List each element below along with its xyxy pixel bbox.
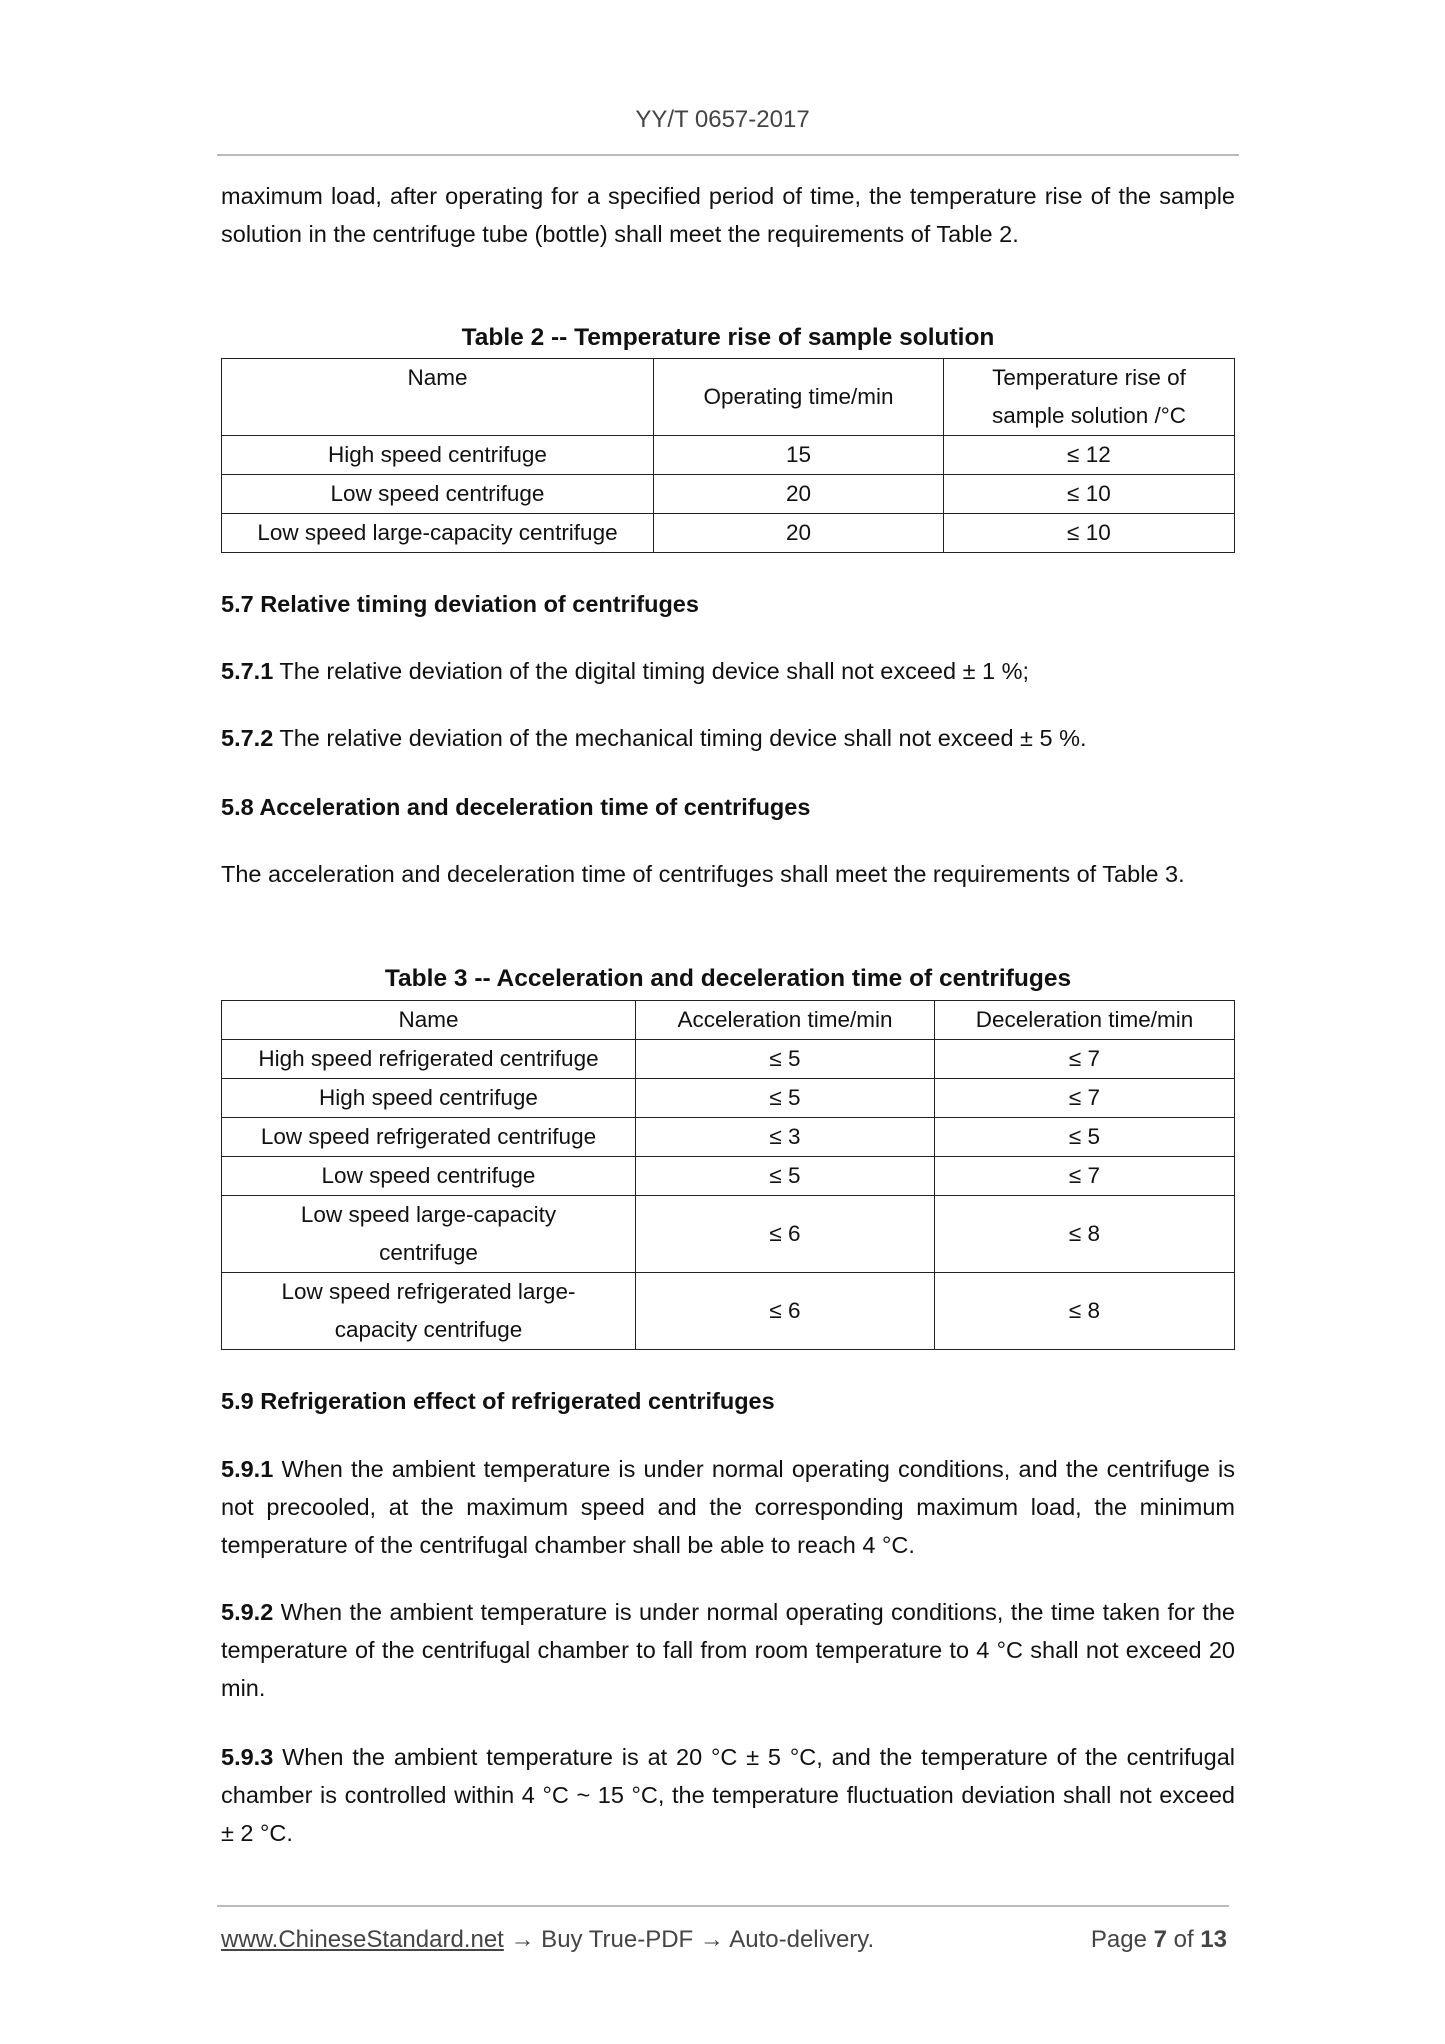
table-row (222, 436, 1235, 475)
page-of-label: of (1166, 1926, 1201, 1953)
table2 (221, 358, 1235, 553)
section-5-8-heading: 5.8 Acceleration and deceleration time of centrifuges (221, 794, 811, 820)
clause-5-9-2 (221, 1593, 1235, 1707)
cell: 15 (654, 436, 944, 475)
clause-text: The relative deviation of the digital timing device shall not exceed ± 1 %; (273, 658, 1030, 684)
header-divider (217, 154, 1239, 156)
clause-text: When the ambient temperature is at 20 °C ± 5 °C, and the temperature of the centrifugal chamber is controlled within 4 °C ~ 15 °C, the temperature fluctuation deviation shall not exceed ± 2 °C. (221, 1744, 1235, 1846)
cell: Low speed centrifuge (222, 475, 654, 514)
header-cell: Acceleration time/min (636, 1001, 935, 1040)
cell: ≤ 5 (935, 1118, 1235, 1157)
clause-number: 5.9.3 (221, 1744, 274, 1770)
clause-number: 5.7.2 (221, 725, 274, 751)
footer-divider (217, 1905, 1229, 1907)
cell: ≤ 5 (636, 1079, 935, 1118)
table-row (222, 475, 1235, 514)
cell: ≤ 7 (935, 1079, 1235, 1118)
cell: High speed centrifuge (222, 436, 654, 475)
cell: ≤ 6 (636, 1273, 935, 1350)
table-row (222, 1079, 1235, 1118)
header-cell: Operating time/min (654, 359, 944, 436)
cell: Low speed refrigerated centrifuge (222, 1118, 636, 1157)
table-header-row (222, 1001, 1235, 1040)
cell: ≤ 10 (944, 475, 1235, 514)
clause-text: When the ambient temperature is under normal operating conditions, the time taken for the temperature of the centrifugal chamber to fall from room temperature to 4 °C shall not exceed 20 min. (221, 1599, 1235, 1701)
cell: 20 (654, 475, 944, 514)
page-indicator (1091, 1926, 1227, 1954)
footer-tagline: → Buy True-PDF → Auto-delivery. (503, 1926, 875, 1953)
section-5-7-heading: 5.7 Relative timing deviation of centrifuges (221, 591, 699, 617)
section-5-8-paragraph: The acceleration and deceleration time of centrifuges shall meet the requirements of Table 3. (221, 861, 1185, 887)
header-cell: Temperature rise of sample solution /°C (944, 359, 1235, 436)
cell: Low speed refrigerated large-capacity centrifuge (222, 1273, 636, 1350)
page-total: 13 (1200, 1926, 1227, 1953)
table-row (222, 1157, 1235, 1196)
cell: Low speed centrifuge (222, 1157, 636, 1196)
cell: ≤ 5 (636, 1157, 935, 1196)
table-row (222, 1273, 1235, 1350)
table-row (222, 1196, 1235, 1273)
header-cell: Deceleration time/min (935, 1001, 1235, 1040)
cell: ≤ 7 (935, 1157, 1235, 1196)
cell: Low speed large-capacity centrifuge (222, 514, 654, 553)
table-row (222, 1118, 1235, 1157)
page-label: Page (1090, 1926, 1154, 1953)
clause-number: 5.9.1 (221, 1456, 274, 1482)
footer-promo (221, 1926, 874, 1954)
cell: ≤ 10 (944, 514, 1235, 553)
cell: ≤ 7 (935, 1040, 1235, 1079)
section-5-9-heading: 5.9 Refrigeration effect of refrigerated centrifuges (221, 1388, 775, 1414)
cell: Low speed large-capacity centrifuge (222, 1196, 636, 1273)
page-number: 7 (1153, 1926, 1167, 1953)
cell: High speed refrigerated centrifuge (222, 1040, 636, 1079)
clause-5-9-3 (221, 1738, 1235, 1852)
website-link[interactable]: www.ChineseStandard.net (221, 1926, 504, 1953)
clause-5-7-2 (221, 719, 1235, 757)
document-id-header: YY/T 0657-2017 (635, 106, 810, 133)
cell: ≤ 12 (944, 436, 1235, 475)
header-cell: Name (222, 359, 654, 436)
cell: 20 (654, 514, 944, 553)
cell: ≤ 5 (636, 1040, 935, 1079)
cell: ≤ 8 (935, 1196, 1235, 1273)
clause-number: 5.7.1 (221, 658, 274, 684)
cell: High speed centrifuge (222, 1079, 636, 1118)
table-row (222, 1040, 1235, 1079)
clause-text: The relative deviation of the mechanical timing device shall not exceed ± 5 %. (273, 725, 1087, 751)
table-row (222, 514, 1235, 553)
intro-paragraph: maximum load, after operating for a specified period of time, the temperature rise of the sample solution in the centrifuge tube (bottle) shall meet the requirements of Table 2. (221, 183, 1235, 247)
cell: ≤ 8 (935, 1273, 1235, 1350)
clause-5-9-1 (221, 1450, 1235, 1564)
cell: ≤ 3 (636, 1118, 935, 1157)
table3 (221, 1000, 1235, 1350)
cell: ≤ 6 (636, 1196, 935, 1273)
clause-5-7-1 (221, 652, 1235, 690)
header-cell: Name (222, 1001, 636, 1040)
table3-title: Table 3 -- Acceleration and deceleration time of centrifuges (384, 965, 1072, 992)
table2-title: Table 2 -- Temperature rise of sample solution (461, 324, 995, 351)
clause-number: 5.9.2 (221, 1599, 274, 1625)
clause-text: When the ambient temperature is under normal operating conditions, and the centrifuge is not precooled, at the maximum speed and the corresponding maximum load, the minimum temperature of the centrifugal chamber shall be able to reach 4 °C. (221, 1456, 1235, 1558)
table-header-row (222, 359, 1235, 436)
